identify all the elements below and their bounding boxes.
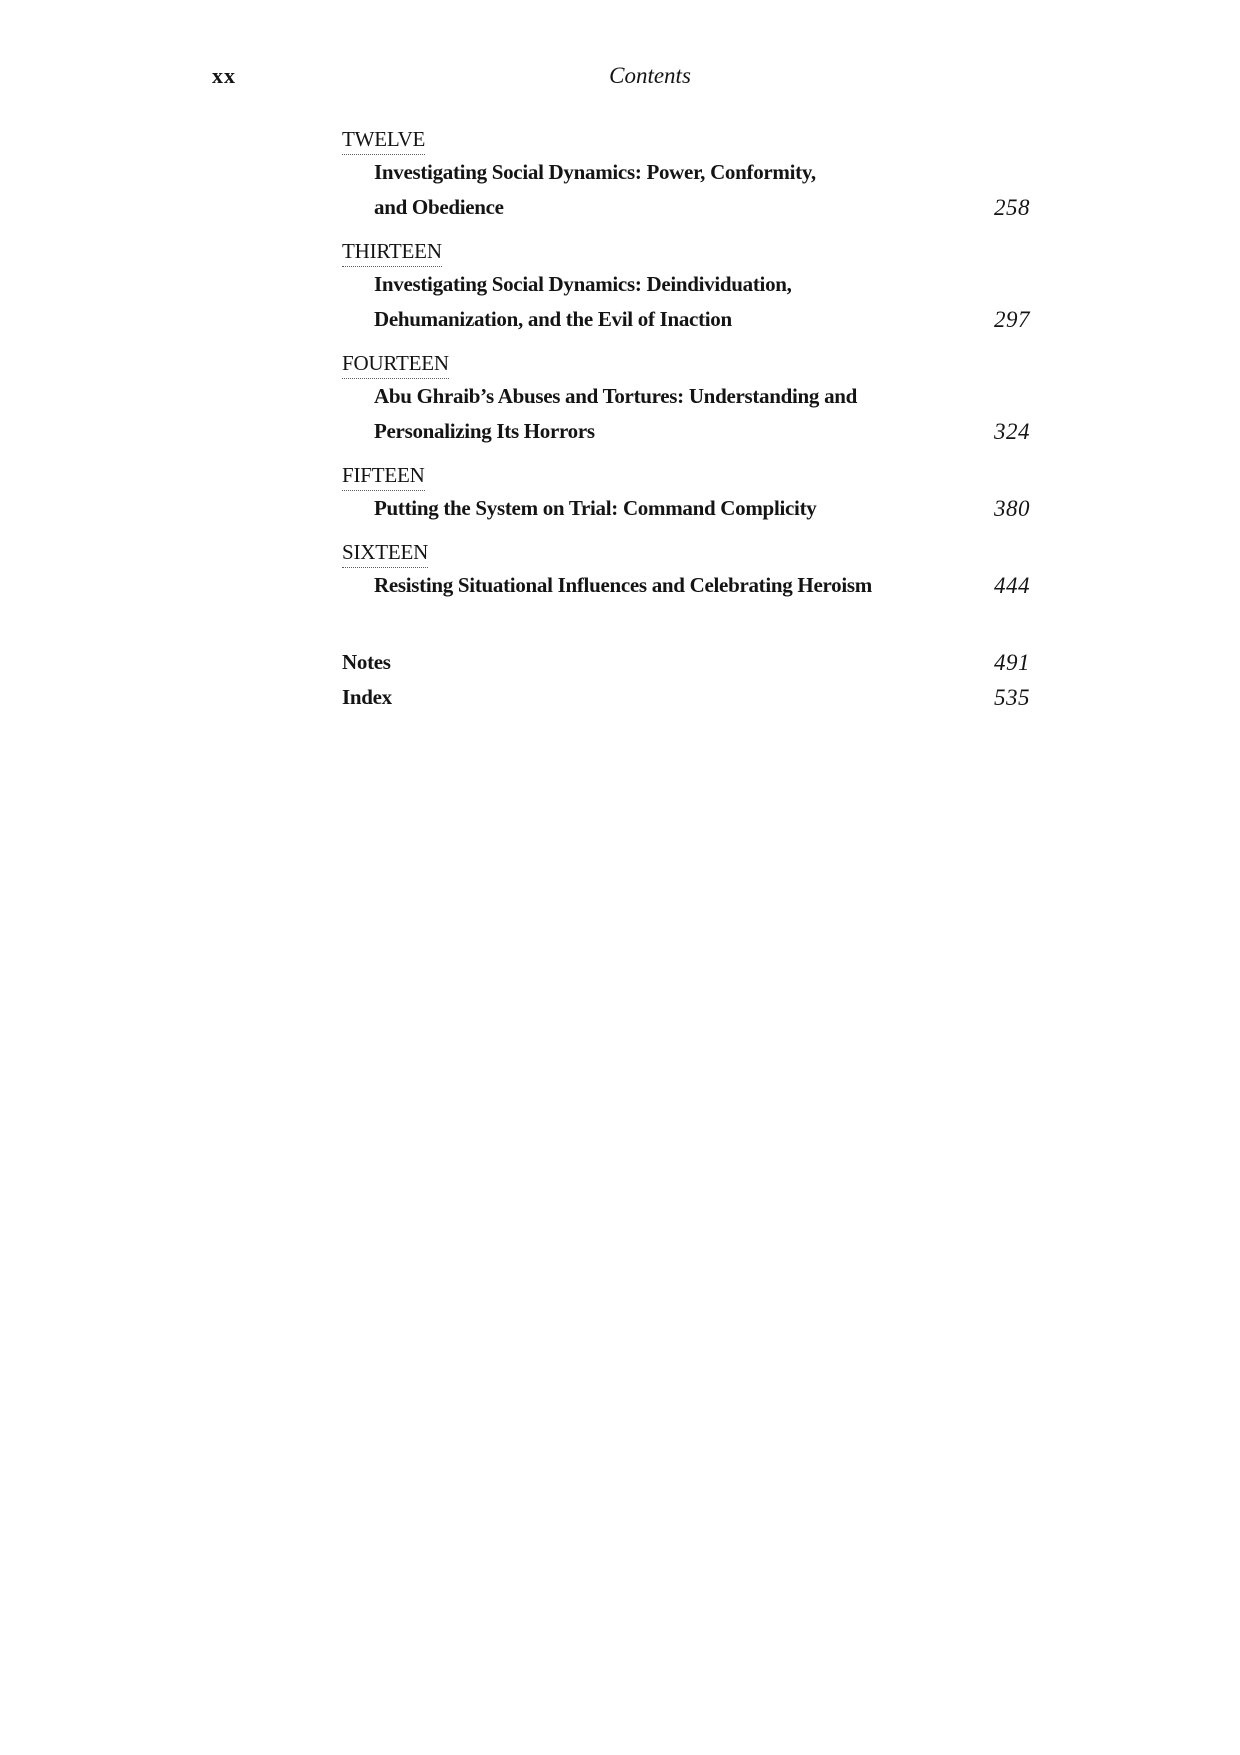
- chapter-title-line: Investigating Social Dynamics: Deindividuation,: [374, 272, 792, 296]
- back-matter-label: Index: [342, 685, 392, 709]
- back-matter-list: [342, 645, 1030, 715]
- chapter-title-line-with-page: [342, 414, 1030, 449]
- back-matter-page-number: 491: [994, 650, 1030, 675]
- chapter-number: SIXTEEN: [342, 537, 428, 568]
- page-folio: xx: [212, 63, 236, 88]
- chapter-title-line: and Obedience: [374, 195, 504, 219]
- chapter-page-number: 324: [994, 419, 1030, 444]
- chapter-title-line-with-page: [342, 568, 1030, 603]
- chapter-page-number: 258: [994, 195, 1030, 220]
- running-title: Contents: [609, 63, 691, 88]
- table-of-contents: [342, 124, 1030, 614]
- chapter-page-number: 444: [994, 573, 1030, 598]
- chapter-page-number: 380: [994, 496, 1030, 521]
- toc-entry-chapter-fourteen: [342, 348, 1030, 449]
- chapter-number: TWELVE: [342, 124, 425, 155]
- chapter-title-line: Resisting Situational Influences and Celebrating Heroism: [374, 573, 872, 597]
- toc-entry-chapter-fifteen: [342, 460, 1030, 526]
- chapter-title-line: Investigating Social Dynamics: Power, Conformity,: [374, 160, 816, 184]
- toc-entry-chapter-sixteen: [342, 537, 1030, 603]
- chapter-title-line: Putting the System on Trial: Command Complicity: [374, 496, 817, 520]
- toc-entry-chapter-twelve: [342, 124, 1030, 225]
- chapter-title-line: Dehumanization, and the Evil of Inaction: [374, 307, 732, 331]
- toc-entry-index: [342, 680, 1030, 715]
- chapter-title-line-with-page: [342, 302, 1030, 337]
- chapter-number: THIRTEEN: [342, 236, 442, 267]
- chapter-page-number: 297: [994, 307, 1030, 332]
- toc-entry-notes: [342, 645, 1030, 680]
- chapter-title-line: Abu Ghraib’s Abuses and Tortures: Understanding and: [374, 384, 858, 408]
- back-matter-label: Notes: [342, 650, 391, 674]
- chapter-title-line-with-page: [342, 190, 1030, 225]
- chapter-number: FIFTEEN: [342, 460, 425, 491]
- toc-entry-chapter-thirteen: [342, 236, 1030, 337]
- back-matter-page-number: 535: [994, 685, 1030, 710]
- chapter-title-line-with-page: [342, 491, 1030, 526]
- chapter-title-line: Personalizing Its Horrors: [374, 419, 595, 443]
- chapter-number: FOURTEEN: [342, 348, 449, 379]
- running-head: [0, 60, 1240, 92]
